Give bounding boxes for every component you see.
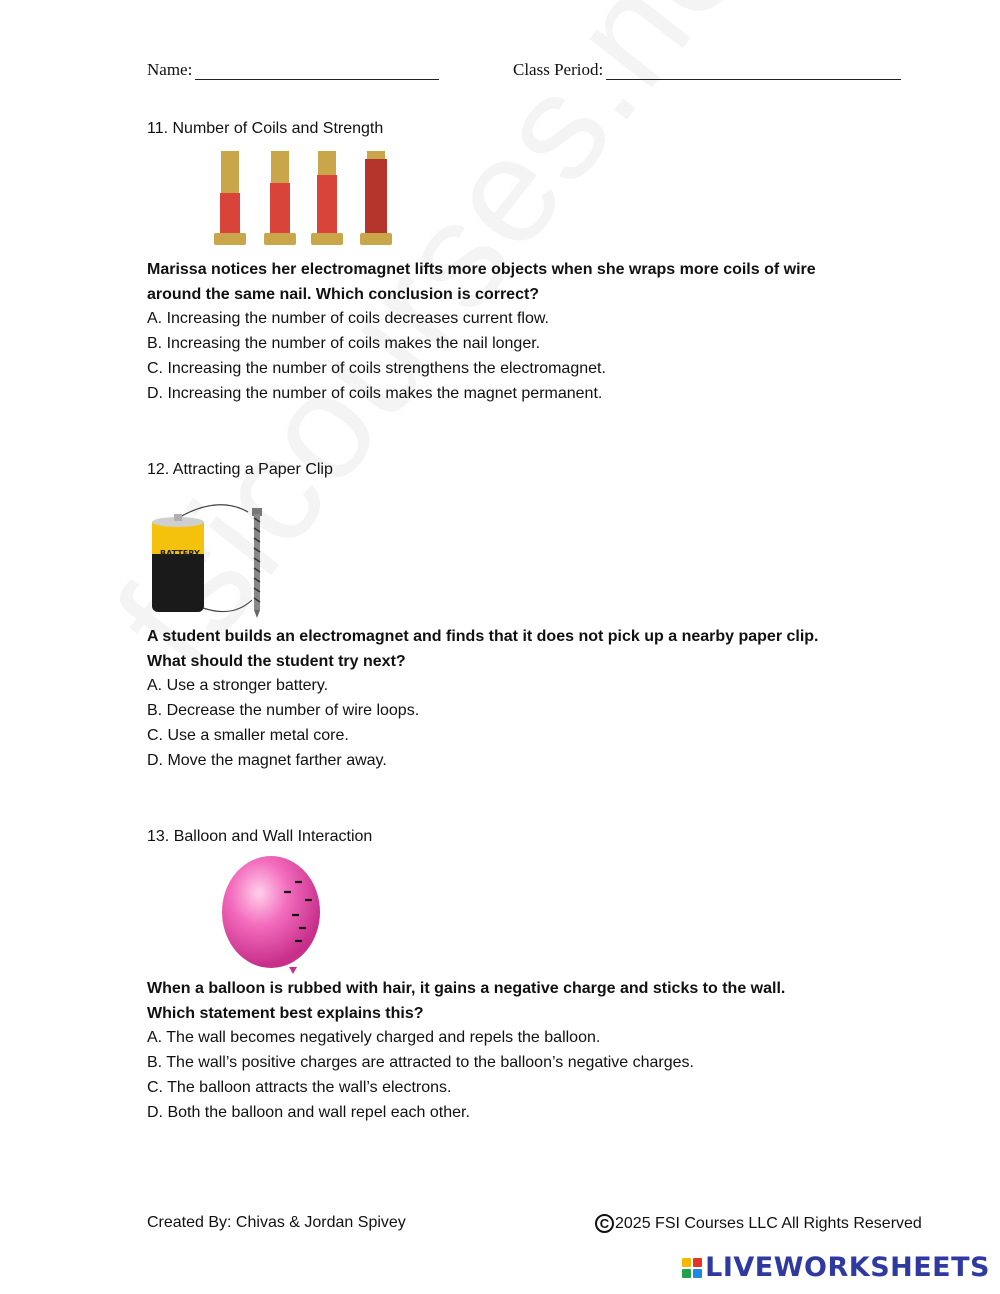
battery-nail-image xyxy=(148,500,273,622)
battery-label: BATTERY xyxy=(160,549,200,558)
liveworksheets-logo-icon xyxy=(682,1258,702,1278)
copyright xyxy=(595,1214,922,1233)
q11-option-a[interactable]: A. Increasing the number of coils decreases current flow. xyxy=(147,310,549,327)
class-period-line[interactable] xyxy=(606,61,901,80)
q13-option-a[interactable]: A. The wall becomes negatively charged and repels the balloon. xyxy=(147,1029,601,1046)
question-11-title: 11. Number of Coils and Strength xyxy=(147,120,384,137)
class-period-label: Class Period: xyxy=(513,60,604,79)
copyright-icon: C xyxy=(595,1214,614,1233)
q12-option-c[interactable]: C. Use a smaller metal core. xyxy=(147,727,349,744)
q11-option-d[interactable]: D. Increasing the number of coils makes the magnet permanent. xyxy=(147,385,603,402)
bolt-3 xyxy=(311,151,343,245)
question-12-stem: A student builds an electromagnet and finds that it does not pick up a nearby paper clip. What should the student try next? xyxy=(147,628,819,670)
q13-option-d[interactable]: D. Both the balloon and wall repel each other. xyxy=(147,1104,470,1121)
credits: Created By: Chivas & Jordan Spivey xyxy=(147,1214,406,1231)
q13-option-b[interactable]: B. The wall’s positive charges are attracted to the balloon’s negative charges. xyxy=(147,1054,694,1071)
question-12-title: 12. Attracting a Paper Clip xyxy=(147,461,333,478)
copyright-text: 2025 FSI Courses LLC All Rights Reserved xyxy=(615,1214,922,1232)
bolt-4 xyxy=(360,151,392,245)
question-11-stem: Marissa notices her electromagnet lifts more objects when she wraps more coils of wire around the same nail. Which conclusion is correct? xyxy=(147,261,816,303)
q12-option-b[interactable]: B. Decrease the number of wire loops. xyxy=(147,702,420,719)
question-13-title: 13. Balloon and Wall Interaction xyxy=(147,828,373,845)
name-field[interactable] xyxy=(147,60,439,80)
q11-option-b[interactable]: B. Increasing the number of coils makes the nail longer. xyxy=(147,335,541,352)
question-13-stem: When a balloon is rubbed with hair, it gains a negative charge and sticks to the wall. Which statement best explains this? xyxy=(147,980,786,1022)
q12-option-d[interactable]: D. Move the magnet farther away. xyxy=(147,752,387,769)
balloon-image xyxy=(215,852,330,977)
q13-option-c[interactable]: C. The balloon attracts the wall’s electrons. xyxy=(147,1079,452,1096)
bolt-1 xyxy=(214,151,246,245)
bolts-image xyxy=(205,145,400,250)
class-period-field[interactable] xyxy=(513,60,901,80)
q11-option-c[interactable]: C. Increasing the number of coils strengthens the electromagnet. xyxy=(147,360,606,377)
name-label: Name: xyxy=(147,60,193,79)
bolt-2 xyxy=(264,151,296,245)
name-line[interactable] xyxy=(195,61,439,80)
brand-name: LIVEWORKSHEETS xyxy=(705,1252,990,1283)
liveworksheets-brand[interactable] xyxy=(682,1252,990,1283)
q12-option-a[interactable]: A. Use a stronger battery. xyxy=(147,677,329,694)
